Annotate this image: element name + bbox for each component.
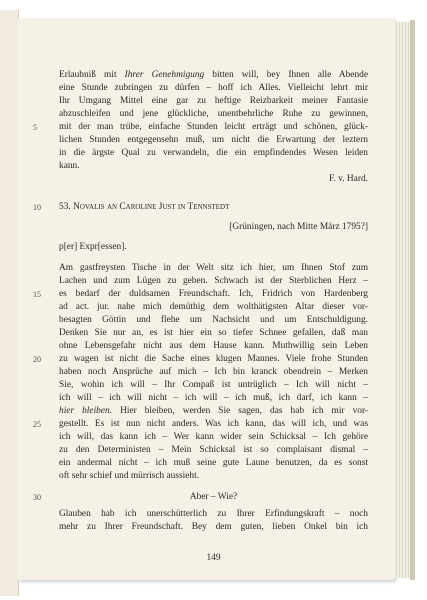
italic-phrase: hier bleiben. xyxy=(59,406,113,416)
text-line: Erlaubniß mit Ihrer Genehmigung bitten will, bey Ihnen alle Abende xyxy=(59,70,368,80)
text-line: ohne Lebensgefahr nicht aus dem Hause kann. Muthwillig sein Leben xyxy=(59,341,368,351)
text-line: Sie, wohin ich will – Ihr Compaß ist untrüglich – Ich will nicht – xyxy=(59,380,368,390)
centered-line: Aber – Wie? xyxy=(189,492,238,502)
line-number: 30 xyxy=(33,493,41,502)
line-number: 15 xyxy=(33,290,41,299)
text-line: gestellt. Es ist nun nicht anders. Was ich kann, das will ich, und was xyxy=(59,419,368,429)
line-number: 25 xyxy=(33,420,41,429)
line-number: 5 xyxy=(33,123,37,132)
text-line: hier bleiben. Hier bleiben, werden Sie sagen, das hab ich mir vor- xyxy=(59,406,368,416)
text-line: in die ärgste Qual zu verwandeln, die ein empfindendes Wesen leiden xyxy=(59,148,368,158)
page-number: 149 xyxy=(206,553,221,563)
text-line: ich will – ich will nicht – ich will – ich muß, ich darf, ich kann – xyxy=(59,393,368,403)
previous-page-edge xyxy=(0,10,19,596)
text-line: lichen Stunden entgegensehn muß, um nicht die Erwartung der leztern xyxy=(59,135,368,145)
text-line: Lachen und zum Lügen zu geben. Schwach ist der Sterblichen Herz – xyxy=(59,276,368,286)
letter-heading: 53. Novalis an Caroline Just in Tennstedt xyxy=(59,202,230,212)
text-line: Am gastfreysten Tische in der Welt sitz ich hier, um Ihnen Stof zum xyxy=(59,263,368,273)
text-line: zu wagen ist nicht die Sache eines klugen Mannes. Viele frohe Stunden xyxy=(59,354,368,364)
text-line: ein andermal nicht – ich muß seine gute Laune benutzen, da es sonst xyxy=(59,458,368,468)
signature: F. v. Hard. xyxy=(329,174,368,184)
text-line: ich will, das kann ich – Wer kann wider sein Schicksal – Ich gehöre xyxy=(59,432,368,442)
text-line: Denken Sie nur an, es ist hier ein so tiefer Schnee gefallen, daß man xyxy=(59,328,368,338)
text-line: mehr zu Ihrer Freundschaft. Bey dem guten, lieben Onkel bin ich xyxy=(59,522,368,532)
text-line: ad act. jur. nahe mich demüthig dem wolthätigsten Altar dieser vor- xyxy=(59,302,368,312)
line-number: 10 xyxy=(33,203,41,212)
italic-phrase: Ihrer Genehmigung xyxy=(124,70,205,80)
text-line: Glauben hab ich unerschütterlich zu Ihrer Erfindungskraft – noch xyxy=(59,509,368,519)
text-line: mit der man trübe, einfache Stunden leicht erträgt und schönen, glück- xyxy=(59,122,368,132)
line-number: 20 xyxy=(33,355,41,364)
letter-date: [Grüningen, nach Mitte März 1795?] xyxy=(229,222,368,232)
text-line: oft sehr schief und mürrisch aussieht. xyxy=(59,471,200,481)
text-line: zu den Deterministen – Mein Schicksal ist so complaisant dismal – xyxy=(59,445,368,455)
text-line: haben noch Ansprüche auf mich – Ich bin kranck obendrein – Merken xyxy=(59,367,368,377)
text-line: abzuschleifen und jene glückliche, unentbehrliche Ruhe zu gewinnen, xyxy=(59,109,368,119)
salutation: p[er] Expr[essen]. xyxy=(59,242,127,252)
text-line: es bedarf der duldsamen Freundschaft. Ich, Fridrich von Hardenberg xyxy=(59,289,368,299)
text-line: eine Stunde zubringen zu dürfen – hoff ich Alles. Vielleicht lehrt mir xyxy=(59,83,368,93)
text-line: besagten Göttin und flehe um Nachsicht und um Entschuldigung. xyxy=(59,315,368,325)
text-line: kann. xyxy=(59,161,80,171)
text-line: Ihr Umgang Mittel eine gar zu heftige Reizbarkeit meiner Fantasie xyxy=(59,96,368,106)
